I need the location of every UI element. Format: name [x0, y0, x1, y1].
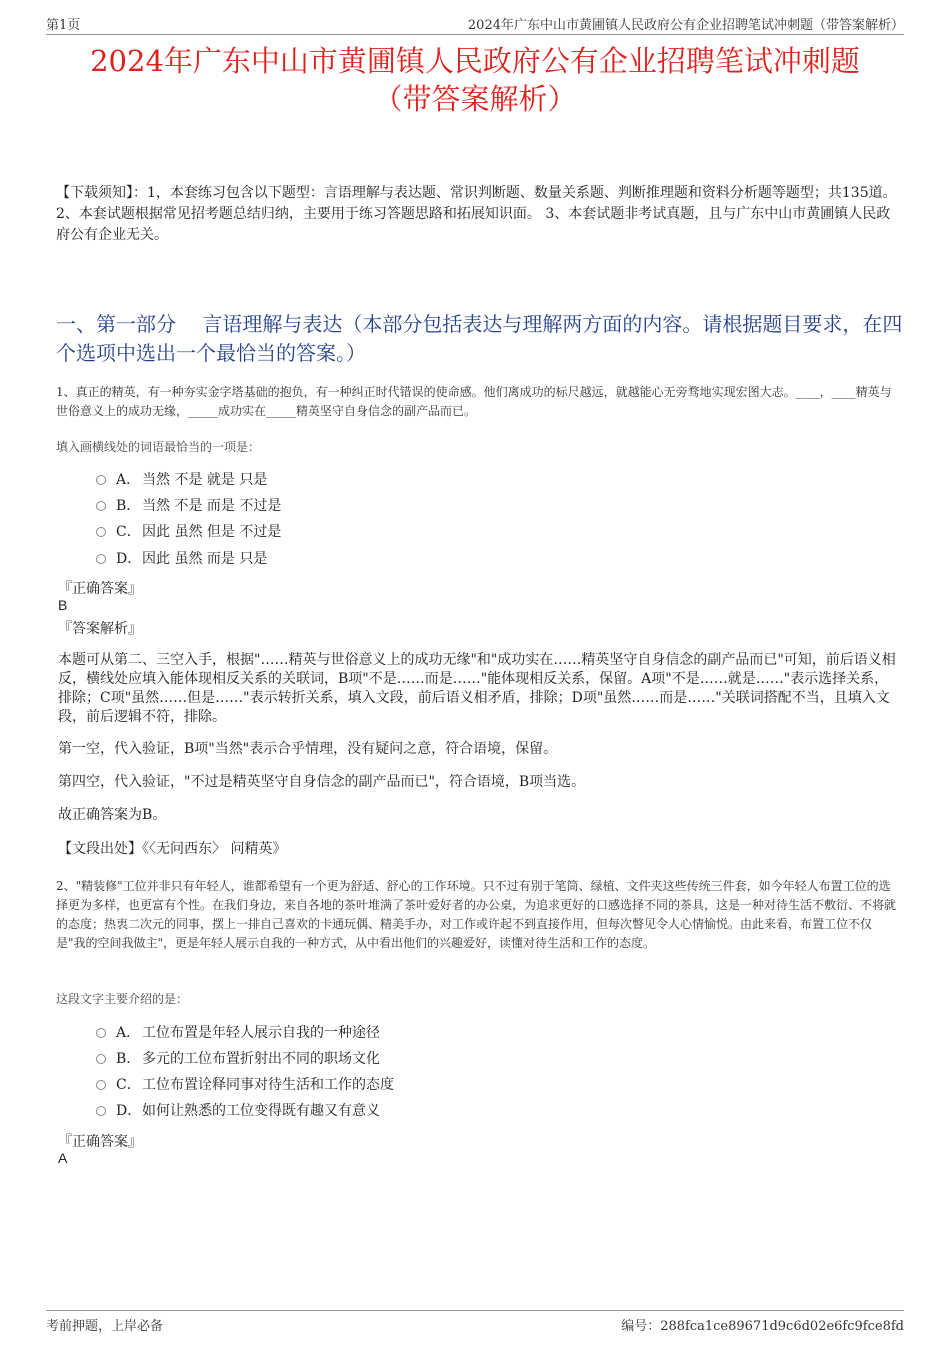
page-header — [46, 14, 904, 35]
radio-icon[interactable] — [96, 501, 106, 511]
radio-icon[interactable] — [96, 1028, 106, 1038]
title-line-1: 2024年广东中山市黄圃镇人民政府公有企业招聘笔试冲刺题 — [90, 44, 860, 78]
q2-option-b[interactable]: B． 多元的工位布置折射出不同的职场文化 — [96, 1048, 380, 1070]
footer-doc-id: 编号：288fca1ce89671d9c6d02e6fc9fce8fd — [621, 1319, 904, 1334]
radio-icon[interactable] — [96, 1106, 106, 1116]
question-2-prompt: 这段文字主要介绍的是： — [56, 992, 189, 1006]
q1-analysis-paragraph: 第一空，代入验证，B项"当然"表示合乎情理，没有疑问之意，符合语境，保留。 — [58, 741, 558, 757]
radio-icon[interactable] — [96, 1080, 106, 1090]
q1-option-b[interactable]: B． 当然 不是 而是 不过是 — [96, 495, 281, 517]
q2-answer-label: 『正确答案』 — [58, 1134, 142, 1150]
question-1-text: 1、真正的精英，有一种夯实金字塔基础的抱负，有一种纠正时代错误的使命感。他们离成功的标尺越远，就越能心无旁骛地实现宏图大志。____，____精英与世俗意义上的成功无缘，_____成功实在_____精英坚守自身信念的副产品而已。 — [56, 385, 892, 418]
document-title — [40, 42, 910, 118]
question-1-prompt: 填入画横线处的词语最恰当的一项是： — [56, 440, 261, 454]
radio-icon[interactable] — [96, 554, 106, 564]
radio-icon[interactable] — [96, 527, 106, 537]
q1-answer: B — [58, 597, 68, 613]
q2-answer: A — [58, 1150, 68, 1166]
q1-option-d[interactable]: D．因此 虽然 而是 只是 — [96, 548, 267, 570]
q1-analysis-paragraph: 本题可从第二、三空入手，根据"……精英与世俗意义上的成功无缘"和"成功实在……精英坚守自身信念的副产品而已"可知，前后语义相反，横线处应填入能体现相反关系的关联词，B项"不是……而是……"能体现相反关系，保留。A项"不是……就是……"表示选择关系，排除；C项"虽然……但是……"表示转折关系，填入文段，前后语义相矛盾，排除；D项"虽然……而是……"关联词搭配不当，且填入文段，前后逻辑不符，排除。 — [58, 652, 896, 725]
header-doc-title: 2024年广东中山市黄圃镇人民政府公有企业招聘笔试冲刺题（带答案解析） — [467, 18, 904, 33]
q2-option-c[interactable]: C．工位布置诠释同事对待生活和工作的态度 — [96, 1074, 394, 1096]
question-2-text: 2、"精装修"工位并非只有年轻人，谁都希望有一个更为舒适、舒心的工作环境。只不过有别于笔筒、绿植、文件夹这些传统三件套，如今年轻人布置工位的选择更为多样，也更富有个性。在我们身边，来自各地的茶叶堆满了茶叶爱好者的办公桌，为追求更好的口感选择不同的茶具，这是一种对待生活不敷衍、不将就的态度；热衷二次元的同事，摆上一排自己喜欢的卡通玩偶、精美手办，对工作或许起不到直接作用，但每次瞥见令人心情愉悦。由此来看，布置工位不仅是"我的空间我做主"，更是年轻人展示自我的一种方式，从中看出他们的兴趣爱好，读懂对待生活和工作的态度。 — [56, 879, 897, 950]
radio-icon[interactable] — [96, 1054, 106, 1064]
q1-analysis-label: 『答案解析』 — [58, 621, 142, 637]
q1-analysis-paragraph: 第四空，代入验证，"不过是精英坚守自身信念的副产品而已"，符合语境，B项当选。 — [58, 774, 586, 790]
section-heading: 一、第一部分 言语理解与表达（本部分包括表达与理解两方面的内容。请根据题目要求，在四个选项中选出一个最恰当的答案。） — [56, 312, 903, 365]
download-notice: 【下载须知】：1，本套练习包含以下题型：言语理解与表达题、常识判断题、数量关系题、判断推理题和资料分析题等题型；共135道。 2、本套试题根据常见招考题总结归纳，主要用于练习答题思路和拓展知识面。 3、本套试题非考试真题，且与广东中山市黄圃镇人民政府公有企业无关。 — [56, 185, 897, 243]
q1-option-c[interactable]: C．因此 虽然 但是 不过是 — [96, 521, 281, 543]
q1-option-a[interactable]: A． 当然 不是 就是 只是 — [96, 469, 267, 491]
page-number: 第1页 — [46, 18, 81, 33]
title-line-2: （带答案解析） — [373, 82, 577, 116]
footer-slogan: 考前押题，上岸必备 — [46, 1319, 164, 1334]
q1-source: 【文段出处】《〈无问西东〉 问精英》 — [58, 841, 287, 857]
q1-analysis-conclusion: 故正确答案为B。 — [58, 807, 167, 823]
q1-answer-label: 『正确答案』 — [58, 581, 142, 597]
q2-option-a[interactable]: A． 工位布置是年轻人展示自我的一种途径 — [96, 1022, 380, 1044]
q2-option-d[interactable]: D．如何让熟悉的工位变得既有趣又有意义 — [96, 1100, 380, 1122]
radio-icon[interactable] — [96, 475, 106, 485]
page-footer — [46, 1310, 904, 1335]
